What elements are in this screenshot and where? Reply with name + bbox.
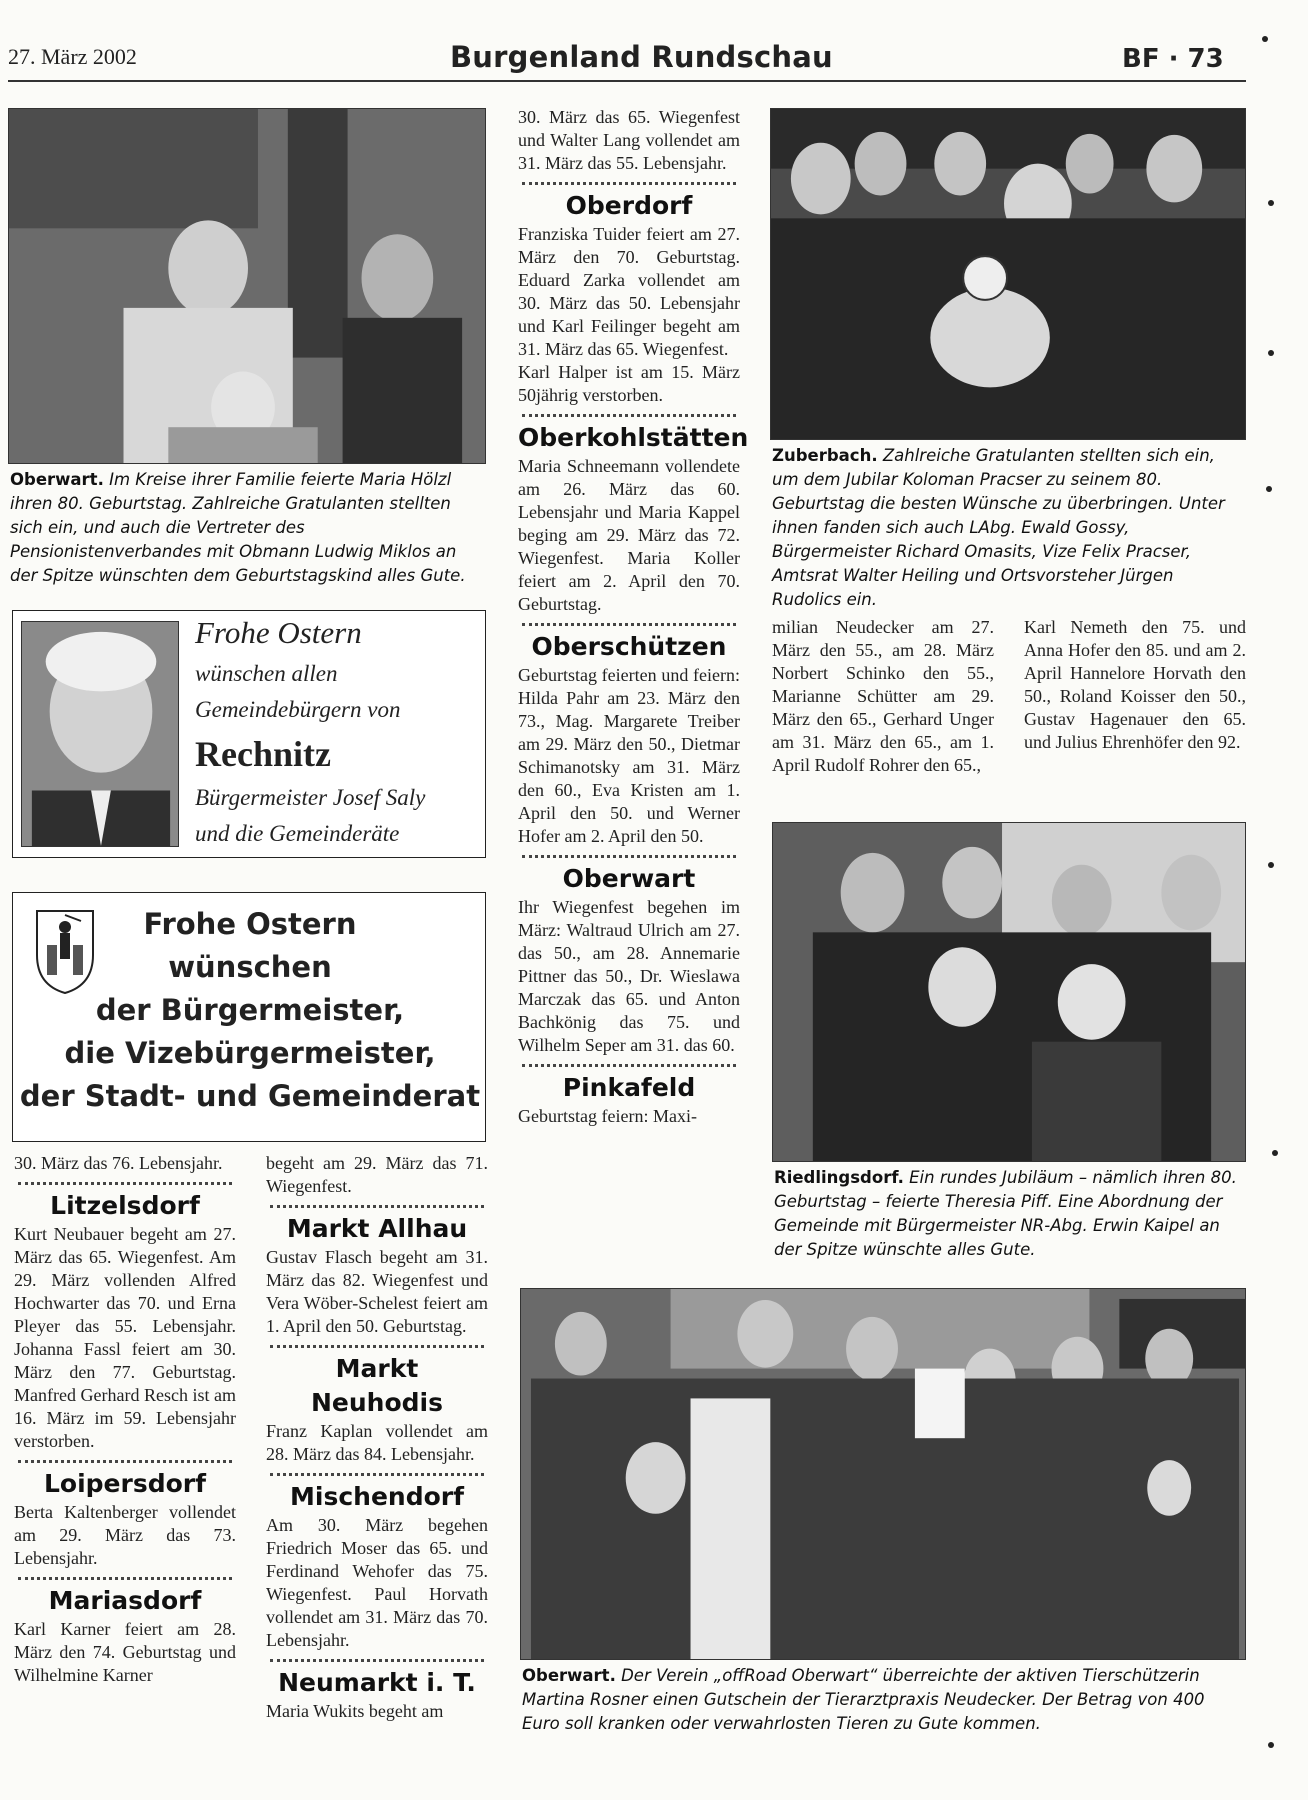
ad-oberwart bbox=[12, 892, 486, 1142]
article-text: Geburtstag feiern: Maxi- bbox=[518, 1106, 697, 1126]
heading-oberkohlstaetten: Oberkohlstätten bbox=[518, 423, 749, 452]
article-text: Geburtstag feierten und feiern: Hilda Pahr am 23. März den 73., Mag. Margarete Treiber am 29. März den 50., Dietmar Schimanotsky am 31. März den 60., Eva Kristen am 1. April den 50. und Werner Hofer am 2. April den 50. bbox=[518, 665, 740, 846]
ad-rechnitz-line2: wünschen allen bbox=[195, 661, 338, 686]
dotted-separator bbox=[18, 1182, 232, 1185]
issue-date: 27. März 2002 bbox=[8, 44, 137, 69]
caption-text: Im Kreise ihrer Familie feierte Maria Hölzl ihren 80. Geburtstag. Zahlreiche Gratulanten stellten sich ein, und auch die Vertreter des Pensionistenverbandes mit Obmann Ludwig Miklos an der Spitze wünschten dem Geburtstagskind alles Gute. bbox=[10, 470, 466, 585]
article-text: Franziska Tuider feiert am 27. März den 70. Geburtstag. Eduard Zarka vollendet am 30. März das 50. Lebensjahr und Karl Feilinger begeht am 31. März das 65. Wiegenfest. bbox=[518, 224, 740, 359]
ad-rechnitz bbox=[12, 610, 486, 858]
dotted-separator bbox=[270, 1345, 484, 1348]
ad-oberwart-line4: die Vizebürgermeister, bbox=[64, 1036, 436, 1070]
dotted-separator bbox=[522, 182, 736, 185]
article-text: milian Neudecker am 27. März den 55., am 28. März Norbert Schinko den 55., Marianne Schütter am 29. März den 65., Gerhard Unger am 31. März den 65., am 1. April Rudolf Rohrer den 65., bbox=[772, 617, 994, 775]
caption-text: Der Verein „offRoad Oberwart“ überreichte der aktiven Tierschützerin Martina Rosner einen Gutschein der Tierarztpraxis Neudecker. Der Betrag von 400 Euro soll kranken oder verwahrlosten Tieren zu Gute kommen. bbox=[522, 1666, 1205, 1733]
dotted-separator bbox=[522, 855, 736, 858]
scan-mark bbox=[1262, 36, 1268, 42]
ad-rechnitz-mayor: Bürgermeister Josef Saly bbox=[195, 785, 426, 810]
dotted-separator bbox=[18, 1460, 232, 1463]
caption-riedlingsdorf bbox=[774, 1166, 1246, 1262]
column-left bbox=[14, 1152, 236, 1687]
ad-rechnitz-greeting: Frohe Ostern bbox=[195, 615, 362, 650]
caption-zuberbach bbox=[772, 444, 1246, 612]
column-middle-low bbox=[266, 1152, 488, 1723]
heading-pinkafeld: Pinkafeld bbox=[562, 1073, 696, 1102]
photo-offroad-oberwart bbox=[520, 1288, 1246, 1660]
dotted-separator bbox=[270, 1473, 484, 1476]
newspaper-title: Burgenland Rundschau bbox=[450, 40, 833, 74]
ad-rechnitz-line3: Gemeindebürgern von bbox=[195, 697, 401, 722]
article-text: 30. März das 65. Wiegenfest und Walter Lang vollendet am 31. März das 55. Lebensjahr. bbox=[518, 107, 740, 173]
dotted-separator bbox=[522, 1064, 736, 1067]
article-text: Kurt Neubauer begeht am 27. März das 65. Wiegenfest. Am 29. März vollenden Alfred Hochwarter das 70. und Erna Pleyer das 55. Lebensjahr. Johanna Fassl feiert am 30. März den 77. Geburtstag. Manfred Gerhard Resch ist am 16. März im 59. Lebensjahr verstorben. bbox=[14, 1224, 236, 1451]
photo-oberwart-family bbox=[8, 108, 486, 464]
ad-oberwart-line5: der Stadt- und Gemeinderat bbox=[19, 1079, 481, 1113]
heading-mariasdorf: Mariasdorf bbox=[48, 1586, 202, 1615]
heading-oberschuetzen: Oberschützen bbox=[531, 632, 727, 661]
heading-oberdorf: Oberdorf bbox=[565, 191, 693, 220]
caption-text: Ein rundes Jubiläum – nämlich ihren 80. Geburtstag – feierte Theresia Piff. Eine Abordnung der Gemeinde mit Bürgermeister NR-Abg. Erwin Kaipel an der Spitze wünschte alles Gute. bbox=[774, 1168, 1237, 1259]
article-text: Karl Karner feiert am 28. März den 74. Geburtstag und Wilhelmine Karner bbox=[14, 1619, 236, 1685]
caption-place: Riedlingsdorf. bbox=[774, 1168, 904, 1187]
caption-oberwart-family bbox=[10, 468, 488, 588]
ad-oberwart-line3: der Bürgermeister, bbox=[95, 993, 405, 1027]
column-right-b bbox=[1024, 616, 1246, 754]
heading-oberwart: Oberwart bbox=[562, 864, 696, 893]
article-text: Am 30. März begehen Friedrich Moser das 65. und Ferdinand Wehofer das 75. Wiegenfest. Paul Horvath vollendet am 31. März das 70. Lebensjahr. bbox=[266, 1515, 488, 1650]
article-text: Gustav Flasch begeht am 31. März das 82. Wiegenfest und Vera Wöber-Schelest feiert am 1. April den 50. Geburtstag. bbox=[266, 1247, 488, 1336]
heading-loipersdorf: Loipersdorf bbox=[43, 1469, 206, 1498]
dotted-separator bbox=[270, 1659, 484, 1662]
heading-neumarkt: Neumarkt i. T. bbox=[278, 1668, 476, 1697]
scan-mark bbox=[1272, 1150, 1278, 1156]
article-text: begeht am 29. März das 71. Wiegenfest. bbox=[266, 1153, 488, 1196]
page-number: BF · 73 bbox=[1122, 44, 1224, 74]
article-text: Ihr Wiegenfest begehen im März: Waltraud Ulrich am 27. das 50., am 28. Annemarie Pittner das 50., Dr. Wieslawa Marczak das 65. und Anton Bachkönig das 75. und Wilhelm Seper am 31. das 60. bbox=[518, 897, 740, 1055]
column-center bbox=[518, 106, 749, 1128]
caption-place: Oberwart. bbox=[10, 470, 104, 489]
heading-mischendorf: Mischendorf bbox=[290, 1482, 464, 1511]
caption-offroad-oberwart bbox=[522, 1664, 1246, 1736]
caption-place: Oberwart. bbox=[522, 1666, 616, 1685]
scan-mark bbox=[1268, 200, 1274, 206]
article-text: Karl Nemeth den 75. und Anna Hofer den 85. und am 2. April Hannelore Horvath den 50., Roland Koisser den 50., Gustav Hagenauer den 65. und Julius Ehrenhöfer den 92. bbox=[1024, 617, 1246, 752]
photo-riedlingsdorf bbox=[772, 822, 1246, 1162]
article-text: Karl Halper ist am 15. März 50jährig verstorben. bbox=[518, 362, 740, 405]
article-text: 30. März das 76. Lebensjahr. bbox=[14, 1153, 223, 1173]
dotted-separator bbox=[270, 1205, 484, 1208]
portrait-mayor-saly bbox=[21, 621, 179, 847]
column-right-a bbox=[772, 616, 994, 777]
scan-mark bbox=[1266, 486, 1272, 492]
article-text: Franz Kaplan vollendet am 28. März das 84. Lebensjahr. bbox=[266, 1421, 488, 1464]
header-rule bbox=[8, 80, 1246, 82]
heading-litzelsdorf: Litzelsdorf bbox=[50, 1191, 200, 1220]
scan-mark bbox=[1268, 350, 1274, 356]
ad-oberwart-greeting: Frohe Ostern bbox=[143, 907, 357, 941]
article-text: Maria Schneemann vollendete am 26. März das 60. Lebensjahr und Maria Kappel beging am 29. März das 72. Wiegenfest. Maria Koller feiert am 2. April den 70. Geburtstag. bbox=[518, 456, 740, 614]
dotted-separator bbox=[18, 1577, 232, 1580]
article-text: Maria Wukits begeht am bbox=[266, 1701, 444, 1721]
article-text: Berta Kaltenberger vollendet am 29. März das 73. Lebensjahr. bbox=[14, 1502, 236, 1568]
heading-markt-neuhodis: Markt Neuhodis bbox=[311, 1354, 443, 1417]
ad-oberwart-line2: wünschen bbox=[168, 950, 332, 984]
heading-markt-allhau: Markt Allhau bbox=[286, 1214, 468, 1243]
dotted-separator bbox=[522, 414, 736, 417]
scan-mark bbox=[1268, 1742, 1274, 1748]
dotted-separator bbox=[522, 623, 736, 626]
scan-mark bbox=[1268, 862, 1274, 868]
photo-zuberbach bbox=[770, 108, 1246, 440]
caption-place: Zuberbach. bbox=[772, 446, 878, 465]
ad-rechnitz-town: Rechnitz bbox=[195, 734, 331, 774]
caption-text: Zahlreiche Gratulanten stellten sich ein, um dem Jubilar Koloman Pracser zu seinem 80. Geburtstag die besten Wünsche zu überbringen. Unter ihnen fanden sich auch LAbg. Ewald Gossy, Bürgermeister Richard Omasits, Vize Felix Pracser, Amtsrat Walter Heiling und Ortsvorsteher Jürgen Rudolics ein. bbox=[772, 446, 1225, 609]
ad-rechnitz-council: und die Gemeinderäte bbox=[195, 821, 400, 846]
